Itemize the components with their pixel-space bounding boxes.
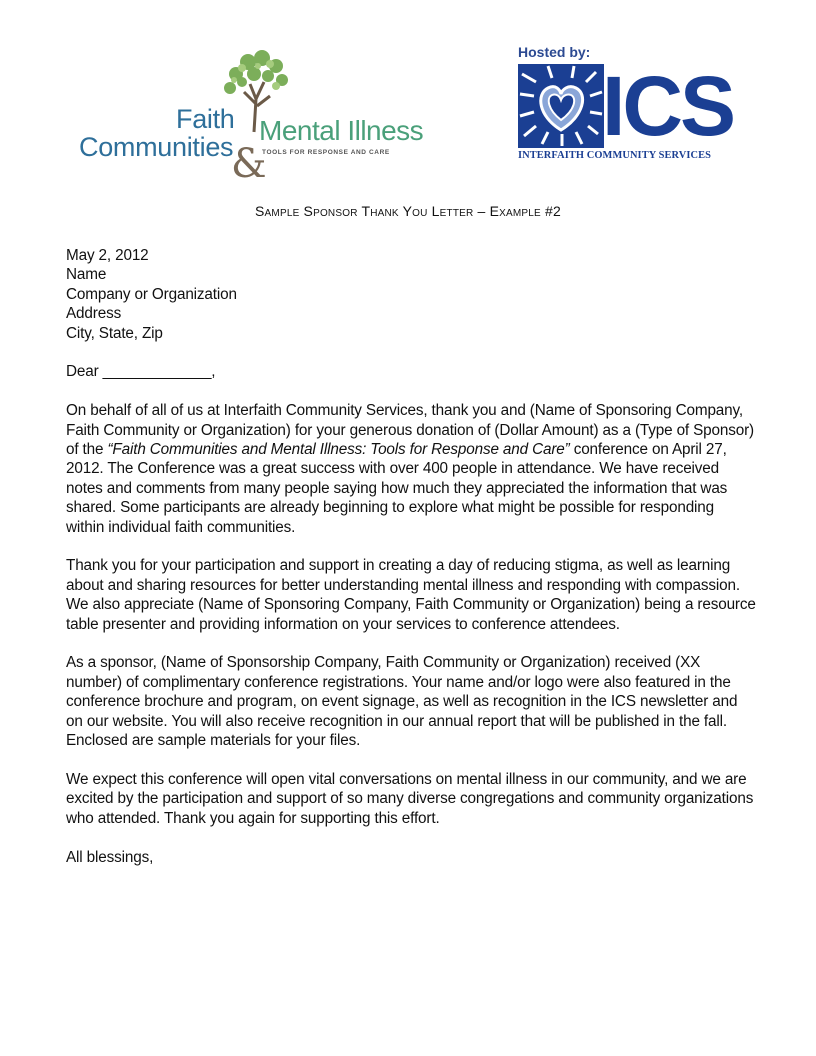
letter-body — [66, 246, 756, 867]
ics-logo — [516, 44, 734, 166]
logo-communities-text: Communities — [79, 132, 234, 162]
ics-acronym: ICS — [602, 59, 734, 153]
logo-faith-text: Faith — [176, 104, 235, 134]
heart-emblem-icon — [518, 64, 604, 148]
hosted-by-label: Hosted by: — [518, 44, 591, 60]
address-line: Company or Organization — [66, 285, 237, 303]
salutation: Dear _____________, — [66, 363, 216, 381]
paragraph-3: As a sponsor, (Name of Sponsorship Company, Faith Community or Organization) received (XX number) of complimentary conference registrations. Your name and/or logo were also featured in the conference brochure and program, on event signage, as well as recognition in the ICS newsletter and on our website. You will also receive recognition in our annual report that will be published in the fall. Enclosed are sample materials for your files. — [66, 654, 738, 750]
paragraph-1 — [66, 401, 756, 537]
logo-ampersand: & — [231, 141, 267, 187]
address-line: Name — [66, 266, 107, 284]
paragraph-1-end: conference on April 27, 2012. The Conference was a great success with over 400 people in attendance. We have received notes and comments from many people saying how much they appreciated the information that was shared. Some participants are already beginning to explore what might be possible for responding within individual faith communities. — [66, 441, 728, 536]
letter-date: May 2, 2012 — [66, 247, 149, 264]
recipient-address — [66, 265, 756, 343]
faith-communities-logo — [76, 44, 426, 187]
paragraph-2: Thank you for your participation and support in creating a day of reducing stigma, as well as learning about and sharing resources for better understanding mental illness and responding with compassion. We also appreciate (Name of Sponsoring Company, Faith Community or Organization) being a resource table presenter and providing information on your services to conference attendees. — [66, 557, 756, 633]
ics-full-name: INTERFAITH COMMUNITY SERVICES — [518, 150, 712, 161]
address-line: Address — [66, 305, 122, 323]
letter-title: Sample Sponsor Thank You Letter – Example #2 — [255, 203, 561, 219]
paragraph-4: We expect this conference will open vital conversations on mental illness in our community, and we are excited by the participation and support of so many diverse congregations and community organizations who attended. Thank you again for supporting this effort. — [66, 770, 754, 827]
conference-title: “Faith Communities and Mental Illness: Tools for Response and Care” — [107, 441, 570, 459]
logo-mental-illness-text: Mental Illness — [259, 115, 424, 146]
closing: All blessings, — [66, 848, 154, 866]
address-line: City, State, Zip — [66, 324, 163, 342]
paragraph-1-start: On behalf of all of us at Interfaith Community Services, thank you and (Name of Sponsoring Company, Faith Community or Organization) for your generous donation of (Dollar Amount) as a (Type of Sponsor) of the — [66, 402, 754, 459]
logo-tagline: TOOLS FOR RESPONSE AND CARE — [262, 149, 390, 156]
